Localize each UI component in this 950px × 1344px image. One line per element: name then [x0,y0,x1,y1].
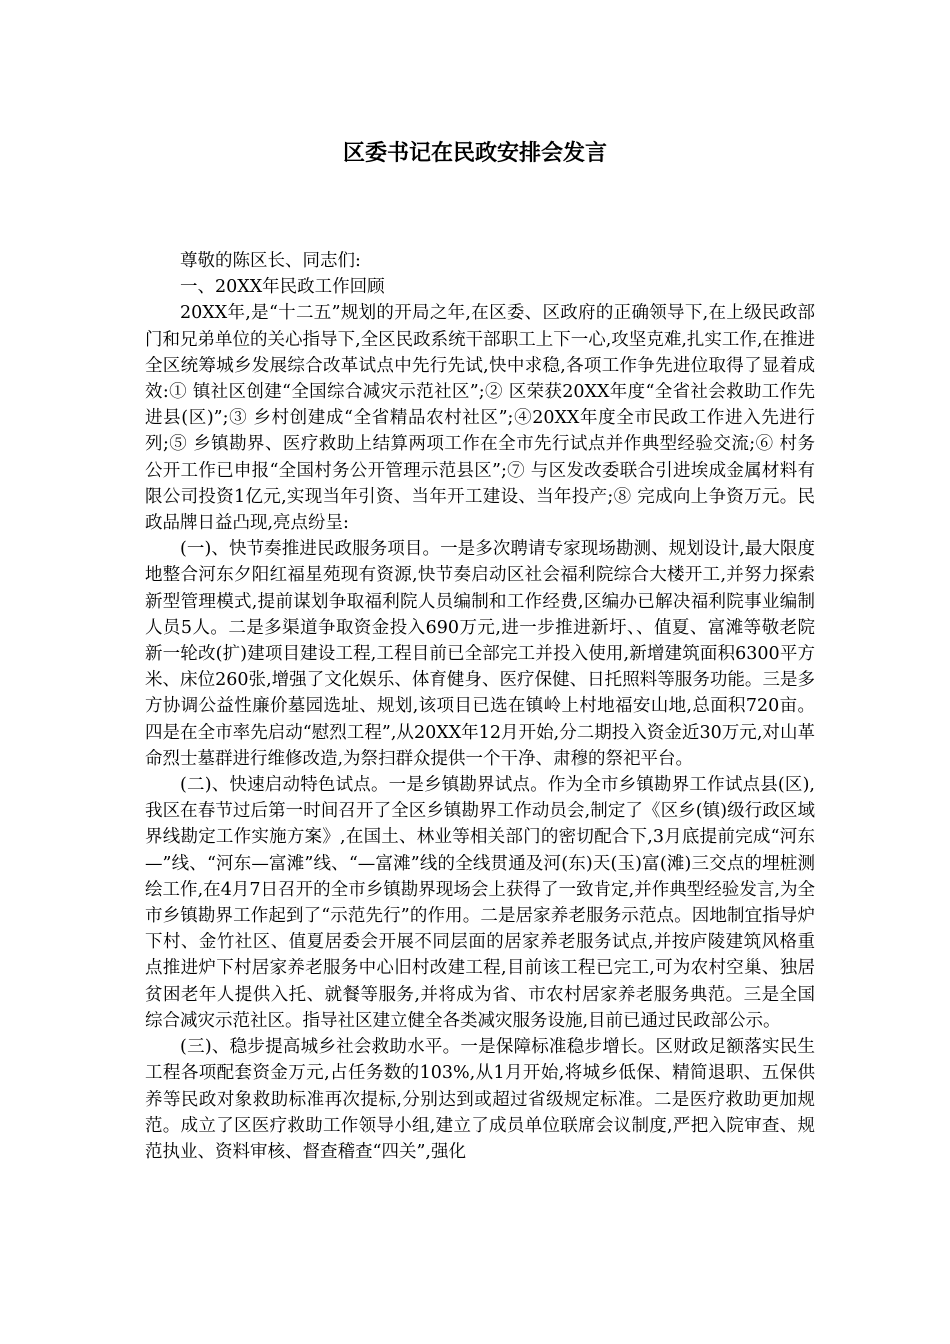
salutation: 尊敬的陈区长、同志们: [180,251,361,271]
paragraph-social-assistance: (三)、稳步提高城乡社会救助水平。一是保障标准稳步增长。区财政足额落实民生工程各项配套资金万元,占任务数的103%,从1月开始,将城乡低保、精简退职、五保供养等民政对象救助标准再次提标,分别达到或超过省级规定标准。二是医疗救助更加规范。成立了区医疗救助工作领导小组,建立了成员单位联席会议制度,严把入院审查、规范执业、资料审核、督查稽查“四关”,强化 [145,1037,815,1162]
paragraph-service-projects: (一)、快节奏推进民政服务项目。一是多次聘请专家现场勘测、规划设计,最大限度地整合河东夕阳红福星苑现有资源,快节奏启动区社会福利院综合大楼开工,并努力探索新型管理模式,提前谋划争取福利院人员编制和工作经费,区编办已解决福利院事业编制人员5人。二是多渠道争取资金投入690万元,进一步推进新圩、、值夏、富滩等敬老院新一轮改(扩)建项目建设工程,工程目前已全部完工并投入使用,新增建筑面积6300平方米、床位260张,增强了文化娱乐、体育健身、医疗保健、日托照料等服务功能。三是多方协调公益性廉价墓园选址、规划,该项目已选在镇岭上村地福安山地,总面积720亩。四是在全市率先启动“慰烈工程”,从20XX年12月开始,分二期投入资金近30万元,对山革命烈士墓群进行维修改造,为祭扫群众提供一个干净、肃穆的祭祀平台。 [145,539,815,769]
paragraph-review-intro: 20XX年,是“十二五”规划的开局之年,在区委、区政府的正确领导下,在上级民政部门和兄弟单位的关心指导下,全区民政系统干部职工上下一心,攻坚克难,扎实工作,在推进全区统筹城乡发展综合改革试点中先行先试,快中求稳,各项工作争先进位取得了显着成效:① 镇社区创建“全国综合减灾示范社区”;② 区荣获20XX年度“全省社会救助工作先进县(区)”;③ 乡村创建成“全省精品农村社区”;④20XX年度全市民政工作进入先进行列;⑤ 乡镇勘界、医疗救助上结算两项工作在全市先行试点并作典型经验交流;⑥ 村务公开工作已申报“全国村务公开管理示范县区”;⑦ 与区发改委联合引进埃成金属材料有限公司投资1亿元,实现当年引资、当年开工建设、当年投产;⑧ 完成向上争资万元。民政品牌日益凸现,亮点纷呈: [145,303,815,534]
document-body [145,248,815,1165]
paragraph-pilot-programs: (二)、快速启动特色试点。一是乡镇勘界试点。作为全市乡镇勘界工作试点县(区),我区在春节过后第一时间召开了全区乡镇勘界工作动员会,制定了《区乡(镇)级行政区域界线勘定工作实施方案》,在国土、林业等相关部门的密切配合下,3月底提前完成“河东—”线、“河东—富滩”线、“—富滩”线的全线贯通及河(东)天(玉)富(滩)三交点的埋桩测绘工作,在4月7日召开的全市乡镇勘界现场会上获得了一致肯定,并作典型经验发言,为全市乡镇勘界工作起到了“示范先行”的作用。二是居家养老服务示范点。因地制宜指导炉下村、金竹社区、值夏居委会开展不同层面的居家养老服务试点,并按庐陵建筑风格重点推进炉下村居家养老服务中心旧村改建工程,目前该工程已完工,可为农村空巢、独居贫困老年人提供入托、就餐等服务,并将成为省、市农村居家养老服务典范。三是全国综合减灾示范社区。指导社区建立健全各类减灾服务设施,目前已通过民政部公示。 [145,775,815,1031]
section-heading: 一、20XX年民政工作回顾 [180,277,385,298]
document-title: 区委书记在民政安排会发言 [342,140,607,166]
